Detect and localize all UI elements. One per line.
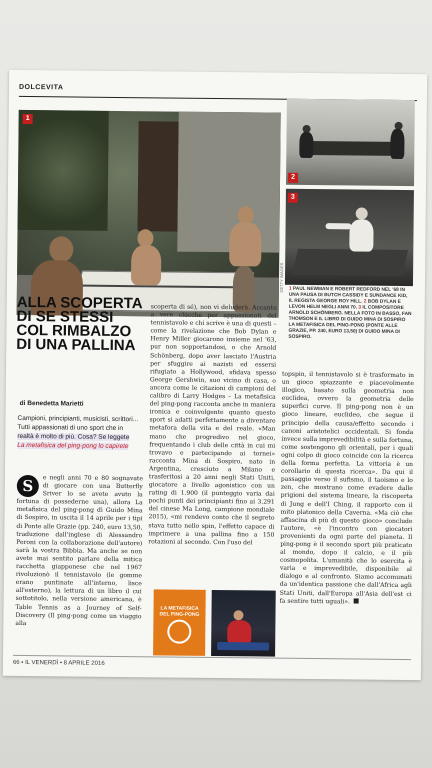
main-photo — [17, 110, 281, 318]
column-3-text: topspin, il tennistavolo si è trasformato in un gioco spiazzante e piacevolmente illogico, basato sulla geometria non euclidea, ovvero la geometria delle superfici curve. Il ping-pong non è un gioco lineare, euclideo, che segue il principio della causa/effetto secondo i canoni aristotelici occidentali. Si fonda invece sulla imprevedibilità e sulla fortuna, come sostengono gli orientali, per i quali ogni colpo di gioco coincide con la ricerca della forma perfetta. La vittoria è un corollario di questa ricerca». Da qui il passaggio verso il sufismo, il taoismo e lo zen, che mostrano come evadere dalle prigioni del sistema lineare, la riscoperta di Jung e dell'I Ching, il rapporto con il mito platonico della Caverna. «Ma ciò che affascina di più di questo gioco» conclude l'autore, «è l'incontro con giocatori provenienti da ogni parte del pianeta. Il ping-pong è il secondo sport più praticato al mondo, dopo il calcio, e il più cosmopolita. L'umanità che lo esercita è varia e imprevedibile, disponibile al dialogo e al confronto. Siamo accomunati da un'identica passione che dall'Africa agli Stati Uniti, dall'Europa all'Asia dell'est ci fa sentire tutti uguali». — [279, 370, 415, 606]
caption-number-3: 3 — [358, 305, 362, 311]
caption-number-1: 1 — [288, 286, 292, 292]
article-column-3 — [279, 371, 414, 656]
article-deck — [17, 414, 143, 451]
article-column-2 — [148, 303, 277, 580]
end-mark — [354, 598, 359, 603]
column-2-text: scoperta di sé), non vi deluderà. Accanto a vere chicche per appassionati del tennistavolo e chi scrive è una di questi – come la rivelazione che Bob Dylan e Henry Miller giocarono insieme nel '63, pur non sopportandosi, o che Arnold Schönberg, dopo aver lasciato l'Austria per sfuggire ai nazisti ed essersi rifugiato a Hollywood, sfidava spesso George Gershwin, suo vicino di casa, o ancora come le citazioni di campioni del calibro di Larry Hodges – La metafisica del ping-pong racconta anche in maniera ironica e coinvolgente quanto questo sport si adatti perfettamente a diventare metafora della vita e del reale. «Man mano che progredivo nel gioco, frequentando i club delle città in cui mi trovavo e partecipando ai tornei» racconta Mina di Sospiro, nato in Argentina, cresciuto a Milano e trasferitosi a 20 anni negli Stati Uniti, giocatore a livello agonistico con un rating di 1.900 (il punteggio varia dai pochi punti dei principianti fino ai 3.291 del cinese Ma Long, campione mondiale 2015), «mi rendevo conto che il segreto stava tutto nello spin, l'effetto capace di imprimere a una pallina fino a 150 rotazioni al secondo. Con l'uso del — [148, 303, 277, 547]
magazine-page — [3, 70, 427, 680]
drop-cap: S — [17, 475, 39, 497]
section-tag: DOLCEVITA — [18, 83, 64, 92]
page-footer: 66 • IL VENERDÌ • 8 APRILE 2016 — [12, 659, 105, 667]
article-column-1 — [15, 474, 143, 629]
article-headline: ALLA SCOPERTA DI SE STESSI COL RIMBALZO DI UNA PALLINA — [16, 293, 143, 355]
action-photo — [211, 590, 276, 657]
caption-number-2: 2 — [363, 299, 367, 305]
caption-text-1: PAUL NEWMAN E ROBERT REDFORD NEL '68 IN UNA PAUSA DI BUTCH CASSIDY E SUNDANCE KID, IL REGISTA GEORGE ROY HILL. — [288, 286, 408, 305]
photo-number-1: 1 — [23, 114, 33, 124]
deck-line-4: La metafisica del ping-pong lo capirete — [17, 441, 129, 451]
photo-top-right — [286, 99, 415, 186]
paddle-illustration — [167, 620, 191, 644]
article-byline: di Benedetta Marietti — [19, 399, 84, 408]
photo-middle-right — [285, 189, 414, 286]
deck-line-2: Tutti appassionati di uno sport che in — [17, 423, 124, 433]
column-1-text: e negli anni 70 e 80 sognavate di giocare con una Butterfly Sriver lo se avete avuto la fortuna di possederne una), allora La metafisica del ping-pong di Guido Mina di Sospiro, in uscita il 14 aprile per i tipi di Ponte alle Grazie (pp. 240, euro 13,50, traduzione dall'inglese di Alessandro Peroni con la collaborazione dell'autore) sarà la vostra Bibbia. Ma anche se non avete mai sentito parlare della mitica racchetta giapponese che nel 1967 rivoluzionò il tennistavolo (le gomme erano puntinate all'interno, lisce all'esterno), la lettura di un libro il cui sottotitolo, nella versione americana, è Table Tennis as a Journey of Self-Discovery (Il ping-pong come un viaggio alla — [15, 474, 143, 627]
book-title: LA METAFISICA DEL PING-PONG — [159, 605, 200, 618]
deck-line-1: Campioni, principianti, musicisti, scrittori... — [17, 414, 139, 424]
deck-line-3: realtà è molto di più. Cosa? Se leggete — [17, 432, 130, 442]
photo-credit: GETTY IMAGES — [278, 262, 285, 293]
photo-number-3: 3 — [288, 193, 298, 203]
caption-text-3: IL COMPOSITORE ARNOLD SCHÖNBERG. NELLA FOTO IN BASSO, FAN THOMSON E IL LIBRO DI GUIDO MINA DI SOSPIRO LA METAFISICA DEL PING-PONG (PONTE ALLE GRAZIE, PP. 240, EURO 13,50) DI GUIDO MINA DI SOSPIRO. — [288, 305, 412, 341]
caption-text-2: BOB DYLAN E LEVON HELM NEGLI ANNI 70. — [288, 299, 401, 311]
photo-number-2: 2 — [288, 173, 298, 183]
book-cover — [153, 589, 206, 656]
photo-caption — [288, 287, 413, 342]
